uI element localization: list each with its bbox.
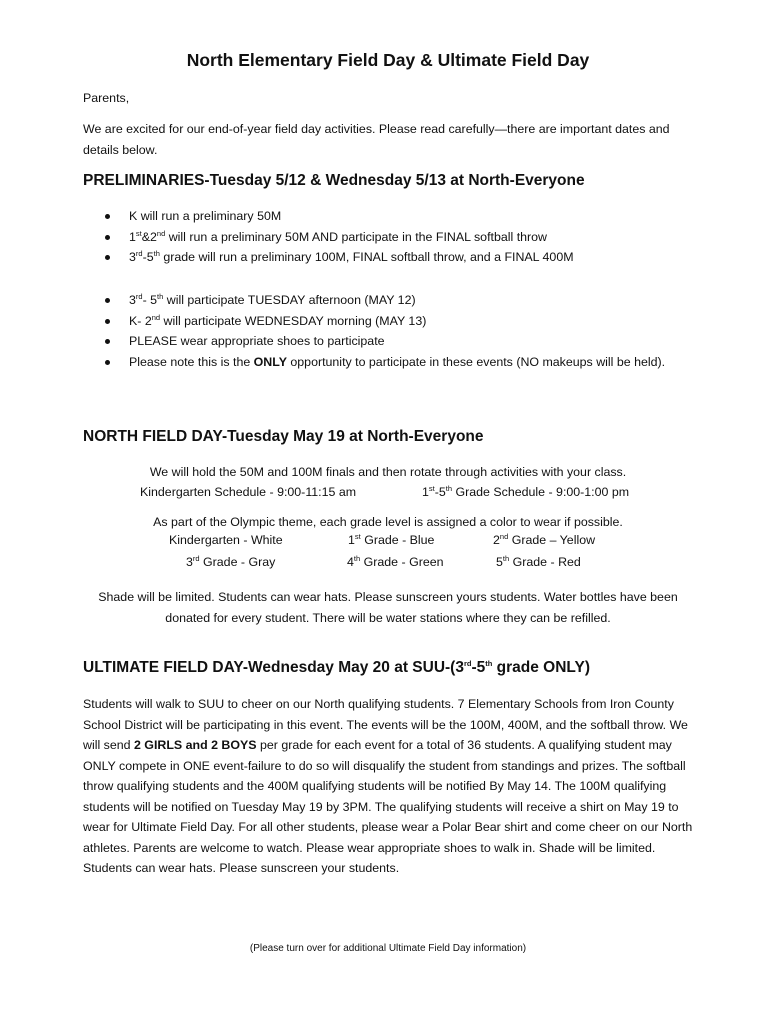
schedule-row (83, 482, 693, 503)
intro-paragraph: We are excited for our end-of-year field day activities. Please read carefully—there are important dates and details below. (83, 122, 670, 157)
bullet-icon (105, 214, 110, 219)
olympic-theme-text: As part of the Olympic theme, each grade level is assigned a color to wear if possible. (153, 515, 623, 529)
grade-color: 5th Grade - Red (496, 553, 581, 569)
bullet-icon (105, 319, 110, 324)
kindergarten-schedule: Kindergarten Schedule - 9:00-11:15 am (140, 485, 357, 499)
list-item: K- 2nd will participate WEDNESDAY morning (MAY 13) (83, 311, 693, 332)
list-item: 1st&2nd will run a preliminary 50M AND participate in the FINAL softball throw (83, 227, 693, 248)
preliminaries-list-1 (83, 206, 693, 268)
bullet-icon (105, 255, 110, 260)
list-item: 3rd-5th grade will run a preliminary 100M, FINAL softball throw, and a FINAL 400M (83, 247, 693, 268)
grade-color: 4th Grade - Green (347, 553, 444, 569)
grade-colors-row (83, 555, 693, 577)
grade-color: 3rd Grade - Gray (186, 553, 276, 569)
document-title: North Elementary Field Day & Ultimate Field Day (186, 50, 590, 70)
grade-color: 1st Grade - Blue (348, 531, 435, 547)
grade-color: 2nd Grade – Yellow (493, 531, 596, 547)
ultimate-field-day-heading: ULTIMATE FIELD DAY-Wednesday May 20 at SUU-(3rd-5th grade ONLY) (83, 658, 590, 676)
bullet-icon (105, 339, 110, 344)
bullet-icon (105, 298, 110, 303)
list-item: Please note this is the ONLY opportunity to participate in these events (NO makeups will be held). (83, 352, 693, 373)
list-item: PLEASE wear appropriate shoes to participate (83, 331, 693, 352)
page-footer-note: (Please turn over for additional Ultimate Field Day information) (249, 943, 527, 954)
greeting: Parents, (83, 91, 130, 105)
preliminaries-heading: PRELIMINARIES-Tuesday 5/12 & Wednesday 5/13 at North-Everyone (83, 172, 585, 189)
north-finals-text: We will hold the 50M and 100M finals and then rotate through activities with your class. (149, 465, 627, 479)
north-field-day-heading: NORTH FIELD DAY-Tuesday May 19 at North-Everyone (83, 428, 484, 445)
grade-colors (83, 533, 693, 577)
preliminaries-list-2 (83, 290, 693, 372)
list-item: K will run a preliminary 50M (83, 206, 693, 227)
bullet-icon (105, 235, 110, 240)
shade-note: Shade will be limited. Students can wear hats. Please sunscreen yours students. Water bottles have been donated for every student. There will be water stations where they can be refilled. (98, 590, 678, 625)
list-item: 3rd- 5th will participate TUESDAY afternoon (MAY 12) (83, 290, 693, 311)
grade-color: Kindergarten - White (169, 533, 283, 547)
grade-colors-row (83, 533, 693, 555)
ultimate-field-day-paragraph: Students will walk to SUU to cheer on our North qualifying students. 7 Elementary Schools from Iron County School District will be participating in this event. The events will be the 100M, 400M, and the softball throw. We will send 2 GIRLS and 2 BOYS per grade for each event for a total of 36 students. A qualifying student may ONLY compete in ONE event-failure to do so will disqualify the student from standings and prizes. The softball throw qualifying students and the 400M qualifying students will be notified By May 14. The 100M qualifying students will be notified on Tuesday May 19 by 3PM. The qualifying students will receive a shirt on May 19 to wear for Ultimate Field Day. For all other students, please wear a Polar Bear shirt and come cheer on our North athletes. Parents are welcome to watch. Please wear appropriate shoes to walk in. Shade will be limited. Students can wear hats. Please sunscreen your students. (83, 697, 693, 875)
grade-schedule: 1st-5th Grade Schedule - 9:00-1:00 pm (422, 483, 630, 499)
bullet-icon (105, 360, 110, 365)
